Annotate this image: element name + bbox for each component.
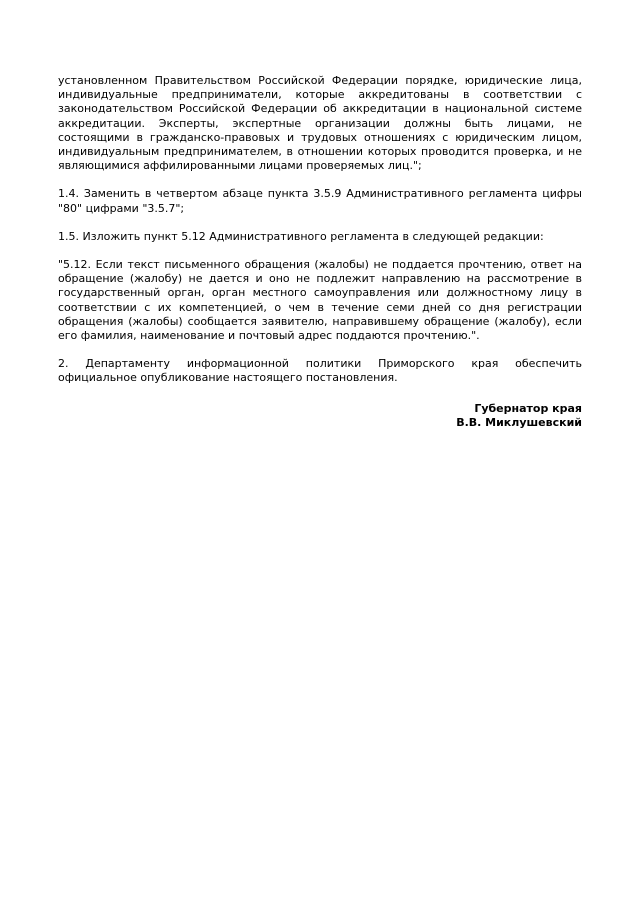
paragraph-continuation: установленном Правительством Российской Федерации порядке, юридические лица, индивидуальные предприниматели, которые аккредитованы в соответствии с законодательством Российской Федерации об аккредитации в национальной системе аккредитации. Эксперты, экспертные организации должны быть лицами, не состоящими в гражданско-правовых и трудовых отношениях с юридическим лицом, индивидуальным предпринимателем, в отношении которых проводится проверка, и не являющимися аффилированными лицами проверяемых лиц.";	[58, 74, 582, 173]
paragraph-1-5: 1.5. Изложить пункт 5.12 Административного регламента в следующей редакции:	[58, 229, 544, 243]
document-page	[58, 74, 582, 430]
signature-position: Губернатор края	[474, 401, 582, 415]
paragraph-2: 2. Департаменту информационной политики Приморского края обеспечить официальное опубликование настоящего постановления.	[58, 357, 582, 385]
paragraph-1-4: 1.4. Заменить в четвертом абзаце пункта 3.5.9 Административного регламента цифры "80" цифрами "3.5.7";	[58, 187, 582, 215]
signature-block	[58, 402, 582, 430]
signature-name: В.В. Миклушевский	[456, 415, 582, 429]
paragraph-5-12-quote: "5.12. Если текст письменного обращения (жалобы) не поддается прочтению, ответ на обращение (жалобу) не дается и оно не подлежит направлению на рассмотрение в государственный орган, орган местного самоуправления или должностному лицу в соответствии с их компетенцией, о чем в течение семи дней со дня регистрации обращения (жалобы) сообщается заявителю, направившему обращение (жалобу), если его фамилия, наименование и почтовый адрес поддаются прочтению.".	[58, 258, 582, 343]
